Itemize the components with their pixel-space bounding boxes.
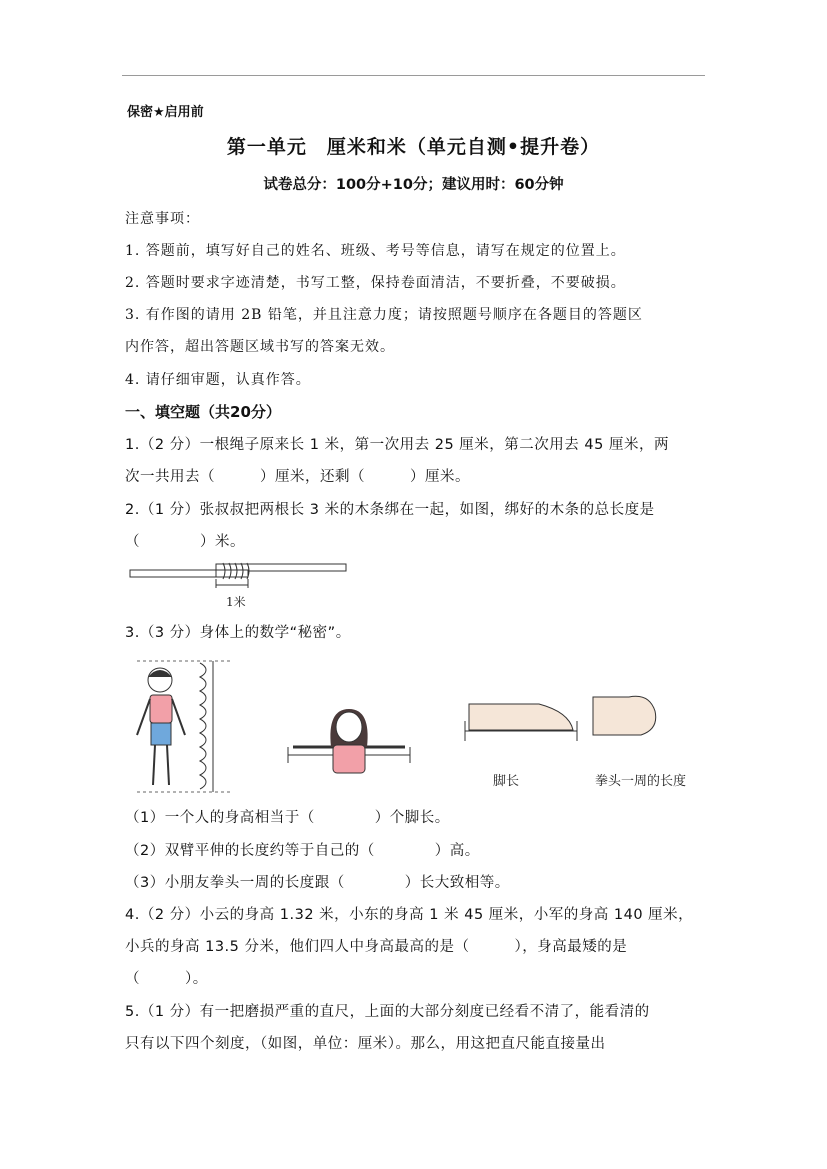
- question-1-line: 次一共用去（ ）厘米，还剩（ ）厘米。: [125, 469, 470, 485]
- question-2-line: 2.（1 分）张叔叔把两根长 3 米的木条绑在一起，如图，绑好的木条的总长度是: [125, 502, 655, 518]
- figure-label: 脚长: [493, 774, 520, 789]
- question-1-line: 1.（2 分）一根绳子原来长 1 米，第一次用去 25 厘米，第二次用去 45 厘米，两: [125, 437, 669, 453]
- question-2-line: （ ）米。: [125, 534, 245, 550]
- section-heading: 一、填空题（共20分）: [125, 403, 281, 421]
- figure-label: 1米: [226, 595, 246, 609]
- question-4-line: 小兵的身高 13.5 分米，他们四人中身高最高的是（ ），身高最矮的是: [125, 939, 628, 955]
- exam-info: 试卷总分：100分+10分；建议用时：60分钟: [263, 177, 564, 193]
- notice-item: 4. 请仔细审题，认真作答。: [125, 372, 311, 388]
- question-3-sub: （3）小朋友拳头一周的长度跟（ ）长大致相等。: [125, 875, 510, 891]
- notice-item: 2. 答题时要求字迹清楚，书写工整，保持卷面清洁，不要折叠，不要破损。: [125, 275, 626, 291]
- confidential-label: 保密★启用前: [127, 105, 204, 120]
- question-3-line: 3.（3 分）身体上的数学“秘密”。: [125, 625, 351, 641]
- notice-item: 1. 答题前，填写好自己的姓名、班级、考号等信息，请写在规定的位置上。: [125, 243, 626, 259]
- question-4-line: 4.（2 分）小云的身高 1.32 米，小东的身高 1 米 45 厘米，小军的身高 140 厘米，: [125, 907, 694, 923]
- figure-label: 拳头一周的长度: [595, 774, 687, 789]
- header-rule: [122, 75, 705, 76]
- notice-heading: 注意事项：: [125, 211, 200, 227]
- question-4-line: （ ）。: [125, 971, 208, 987]
- girl-illustration: [288, 709, 410, 773]
- question-5-line: 5.（1 分）有一把磨损严重的直尺，上面的大部分刻度已经看不清了，能看清的: [125, 1004, 650, 1020]
- body-math-figure: [125, 655, 700, 800]
- page-title: 第一单元 厘米和米（单元自测•提升卷）: [226, 136, 601, 158]
- question-3-sub: （1）一个人的身高相当于（ ）个脚长。: [125, 810, 450, 826]
- question-5-line: 只有以下四个刻度，（如图，单位：厘米）。那么，用这把直尺能直接量出: [125, 1036, 606, 1052]
- notice-item: 内作答，超出答题区域书写的答案无效。: [125, 339, 395, 355]
- foot-illustration: [465, 704, 577, 789]
- notice-item: 3. 有作图的请用 2B 铅笔，并且注意力度；请按照题号顺序在各题目的答题区: [125, 307, 643, 323]
- boy-illustration: [137, 661, 230, 792]
- question-3-sub: （2）双臂平伸的长度约等于自己的（ ）高。: [125, 843, 480, 859]
- planks-figure: [128, 560, 352, 612]
- fist-illustration: [593, 696, 686, 789]
